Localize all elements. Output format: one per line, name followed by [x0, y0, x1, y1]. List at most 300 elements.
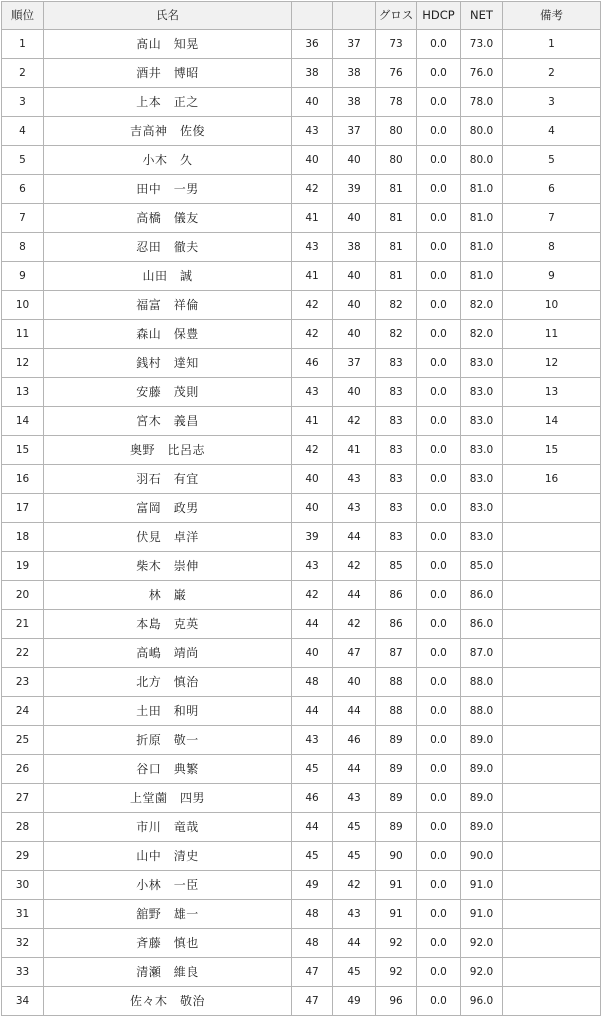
- net-cell: 83.0: [461, 465, 503, 494]
- hdcp-cell: 0.0: [417, 262, 461, 291]
- gross-cell: 81: [376, 233, 417, 262]
- remarks-cell: [503, 668, 601, 697]
- gross-cell: 91: [376, 871, 417, 900]
- header-name: 氏名: [44, 2, 292, 30]
- rank-cell: 24: [2, 697, 44, 726]
- gross-cell: 83: [376, 349, 417, 378]
- out-score-cell: 43: [292, 117, 333, 146]
- header-rank: 順位: [2, 2, 44, 30]
- header-net: NET: [461, 2, 503, 30]
- gross-cell: 83: [376, 465, 417, 494]
- rank-cell: 4: [2, 117, 44, 146]
- gross-cell: 88: [376, 668, 417, 697]
- gross-cell: 76: [376, 59, 417, 88]
- net-cell: 87.0: [461, 639, 503, 668]
- out-score-cell: 38: [292, 59, 333, 88]
- player-name-cell: 上堂薗 四男: [44, 784, 292, 813]
- remarks-cell: [503, 958, 601, 987]
- table-row: [2, 523, 601, 552]
- gross-cell: 83: [376, 378, 417, 407]
- gross-cell: 83: [376, 494, 417, 523]
- gross-cell: 81: [376, 262, 417, 291]
- rank-cell: 17: [2, 494, 44, 523]
- gross-cell: 73: [376, 30, 417, 59]
- header-hdcp: HDCP: [417, 2, 461, 30]
- table-row: [2, 59, 601, 88]
- net-cell: 81.0: [461, 204, 503, 233]
- table-row: [2, 581, 601, 610]
- net-cell: 92.0: [461, 929, 503, 958]
- table-row: [2, 465, 601, 494]
- hdcp-cell: 0.0: [417, 291, 461, 320]
- player-name-cell: 吉高神 佐俊: [44, 117, 292, 146]
- net-cell: 90.0: [461, 842, 503, 871]
- in-score-cell: 43: [333, 784, 376, 813]
- gross-cell: 92: [376, 958, 417, 987]
- out-score-cell: 44: [292, 697, 333, 726]
- hdcp-cell: 0.0: [417, 59, 461, 88]
- table-row: [2, 610, 601, 639]
- in-score-cell: 44: [333, 697, 376, 726]
- in-score-cell: 43: [333, 900, 376, 929]
- hdcp-cell: 0.0: [417, 407, 461, 436]
- hdcp-cell: 0.0: [417, 175, 461, 204]
- rank-cell: 27: [2, 784, 44, 813]
- rank-cell: 11: [2, 320, 44, 349]
- net-cell: 86.0: [461, 610, 503, 639]
- table-row: [2, 204, 601, 233]
- hdcp-cell: 0.0: [417, 581, 461, 610]
- remarks-cell: [503, 697, 601, 726]
- remarks-cell: [503, 871, 601, 900]
- remarks-cell: [503, 813, 601, 842]
- hdcp-cell: 0.0: [417, 668, 461, 697]
- hdcp-cell: 0.0: [417, 523, 461, 552]
- hdcp-cell: 0.0: [417, 958, 461, 987]
- in-score-cell: 38: [333, 233, 376, 262]
- hdcp-cell: 0.0: [417, 117, 461, 146]
- rank-cell: 22: [2, 639, 44, 668]
- table-row: [2, 552, 601, 581]
- header-row: [2, 2, 601, 30]
- out-score-cell: 42: [292, 581, 333, 610]
- in-score-cell: 44: [333, 929, 376, 958]
- hdcp-cell: 0.0: [417, 552, 461, 581]
- gross-cell: 89: [376, 784, 417, 813]
- header-gross: グロス: [376, 2, 417, 30]
- rank-cell: 25: [2, 726, 44, 755]
- remarks-cell: 12: [503, 349, 601, 378]
- out-score-cell: 41: [292, 204, 333, 233]
- in-score-cell: 43: [333, 465, 376, 494]
- in-score-cell: 37: [333, 117, 376, 146]
- hdcp-cell: 0.0: [417, 146, 461, 175]
- rank-cell: 34: [2, 987, 44, 1016]
- in-score-cell: 43: [333, 494, 376, 523]
- gross-cell: 89: [376, 755, 417, 784]
- remarks-cell: 14: [503, 407, 601, 436]
- remarks-cell: [503, 639, 601, 668]
- rank-cell: 23: [2, 668, 44, 697]
- gross-cell: 83: [376, 407, 417, 436]
- player-name-cell: 佐々木 敬治: [44, 987, 292, 1016]
- in-score-cell: 44: [333, 755, 376, 784]
- rank-cell: 13: [2, 378, 44, 407]
- gross-cell: 91: [376, 900, 417, 929]
- remarks-cell: 5: [503, 146, 601, 175]
- net-cell: 76.0: [461, 59, 503, 88]
- in-score-cell: 47: [333, 639, 376, 668]
- table-header: [2, 2, 601, 30]
- out-score-cell: 44: [292, 610, 333, 639]
- remarks-cell: 4: [503, 117, 601, 146]
- in-score-cell: 37: [333, 349, 376, 378]
- rank-cell: 28: [2, 813, 44, 842]
- player-name-cell: 森山 保豊: [44, 320, 292, 349]
- net-cell: 96.0: [461, 987, 503, 1016]
- hdcp-cell: 0.0: [417, 639, 461, 668]
- rank-cell: 1: [2, 30, 44, 59]
- player-name-cell: 銭村 達知: [44, 349, 292, 378]
- gross-cell: 86: [376, 610, 417, 639]
- remarks-cell: [503, 842, 601, 871]
- player-name-cell: 安藤 茂則: [44, 378, 292, 407]
- net-cell: 73.0: [461, 30, 503, 59]
- rank-cell: 26: [2, 755, 44, 784]
- out-score-cell: 49: [292, 871, 333, 900]
- net-cell: 88.0: [461, 697, 503, 726]
- net-cell: 89.0: [461, 813, 503, 842]
- gross-cell: 80: [376, 117, 417, 146]
- remarks-cell: [503, 610, 601, 639]
- table-row: [2, 175, 601, 204]
- out-score-cell: 45: [292, 842, 333, 871]
- table-row: [2, 262, 601, 291]
- rank-cell: 2: [2, 59, 44, 88]
- player-name-cell: 高嶋 靖尚: [44, 639, 292, 668]
- gross-cell: 81: [376, 175, 417, 204]
- in-score-cell: 40: [333, 262, 376, 291]
- net-cell: 83.0: [461, 407, 503, 436]
- player-name-cell: 上本 正之: [44, 88, 292, 117]
- table-row: [2, 407, 601, 436]
- out-score-cell: 46: [292, 349, 333, 378]
- rank-cell: 12: [2, 349, 44, 378]
- player-name-cell: 折原 敬一: [44, 726, 292, 755]
- table-row: [2, 871, 601, 900]
- table-row: [2, 987, 601, 1016]
- player-name-cell: 柴木 崇伸: [44, 552, 292, 581]
- gross-cell: 82: [376, 291, 417, 320]
- net-cell: 80.0: [461, 117, 503, 146]
- rank-cell: 29: [2, 842, 44, 871]
- out-score-cell: 43: [292, 233, 333, 262]
- out-score-cell: 40: [292, 494, 333, 523]
- net-cell: 83.0: [461, 378, 503, 407]
- in-score-cell: 40: [333, 291, 376, 320]
- in-score-cell: 42: [333, 552, 376, 581]
- table-row: [2, 349, 601, 378]
- rank-cell: 3: [2, 88, 44, 117]
- hdcp-cell: 0.0: [417, 755, 461, 784]
- gross-cell: 78: [376, 88, 417, 117]
- out-score-cell: 40: [292, 146, 333, 175]
- rank-cell: 31: [2, 900, 44, 929]
- player-name-cell: 富岡 政男: [44, 494, 292, 523]
- table-row: [2, 494, 601, 523]
- hdcp-cell: 0.0: [417, 813, 461, 842]
- hdcp-cell: 0.0: [417, 320, 461, 349]
- player-name-cell: 北方 慎治: [44, 668, 292, 697]
- net-cell: 81.0: [461, 262, 503, 291]
- remarks-cell: [503, 581, 601, 610]
- gross-cell: 87: [376, 639, 417, 668]
- net-cell: 85.0: [461, 552, 503, 581]
- player-name-cell: 清瀬 維良: [44, 958, 292, 987]
- player-name-cell: 高橋 儀友: [44, 204, 292, 233]
- in-score-cell: 40: [333, 668, 376, 697]
- player-name-cell: 小木 久: [44, 146, 292, 175]
- hdcp-cell: 0.0: [417, 842, 461, 871]
- out-score-cell: 41: [292, 407, 333, 436]
- gross-cell: 89: [376, 726, 417, 755]
- rank-cell: 20: [2, 581, 44, 610]
- rank-cell: 6: [2, 175, 44, 204]
- player-name-cell: 小林 一臣: [44, 871, 292, 900]
- net-cell: 82.0: [461, 320, 503, 349]
- gross-cell: 81: [376, 204, 417, 233]
- remarks-cell: [503, 552, 601, 581]
- out-score-cell: 47: [292, 958, 333, 987]
- header-out: [292, 2, 333, 30]
- in-score-cell: 38: [333, 88, 376, 117]
- rank-cell: 14: [2, 407, 44, 436]
- rank-cell: 10: [2, 291, 44, 320]
- in-score-cell: 40: [333, 378, 376, 407]
- gross-cell: 89: [376, 813, 417, 842]
- hdcp-cell: 0.0: [417, 349, 461, 378]
- player-name-cell: 伏見 卓洋: [44, 523, 292, 552]
- hdcp-cell: 0.0: [417, 465, 461, 494]
- net-cell: 89.0: [461, 755, 503, 784]
- in-score-cell: 38: [333, 59, 376, 88]
- gross-cell: 80: [376, 146, 417, 175]
- net-cell: 83.0: [461, 349, 503, 378]
- remarks-cell: 10: [503, 291, 601, 320]
- net-cell: 83.0: [461, 494, 503, 523]
- hdcp-cell: 0.0: [417, 726, 461, 755]
- in-score-cell: 44: [333, 523, 376, 552]
- net-cell: 91.0: [461, 871, 503, 900]
- hdcp-cell: 0.0: [417, 987, 461, 1016]
- rank-cell: 16: [2, 465, 44, 494]
- player-name-cell: 酒井 博昭: [44, 59, 292, 88]
- net-cell: 82.0: [461, 291, 503, 320]
- remarks-cell: 3: [503, 88, 601, 117]
- table-row: [2, 233, 601, 262]
- net-cell: 80.0: [461, 146, 503, 175]
- hdcp-cell: 0.0: [417, 204, 461, 233]
- results-table: [1, 1, 601, 1016]
- table-body: [2, 30, 601, 1016]
- remarks-cell: 13: [503, 378, 601, 407]
- net-cell: 81.0: [461, 175, 503, 204]
- remarks-cell: [503, 726, 601, 755]
- table-row: [2, 639, 601, 668]
- hdcp-cell: 0.0: [417, 929, 461, 958]
- remarks-cell: [503, 987, 601, 1016]
- net-cell: 86.0: [461, 581, 503, 610]
- player-name-cell: 奥野 比呂志: [44, 436, 292, 465]
- table-row: [2, 784, 601, 813]
- out-score-cell: 39: [292, 523, 333, 552]
- hdcp-cell: 0.0: [417, 610, 461, 639]
- rank-cell: 32: [2, 929, 44, 958]
- player-name-cell: 林 巌: [44, 581, 292, 610]
- table-row: [2, 813, 601, 842]
- gross-cell: 92: [376, 929, 417, 958]
- table-row: [2, 900, 601, 929]
- in-score-cell: 39: [333, 175, 376, 204]
- rank-cell: 5: [2, 146, 44, 175]
- table-row: [2, 320, 601, 349]
- player-name-cell: 髙山 知晃: [44, 30, 292, 59]
- player-name-cell: 山田 誠: [44, 262, 292, 291]
- remarks-cell: 8: [503, 233, 601, 262]
- out-score-cell: 46: [292, 784, 333, 813]
- player-name-cell: 斉藤 慎也: [44, 929, 292, 958]
- in-score-cell: 45: [333, 842, 376, 871]
- player-name-cell: 忍田 徹夫: [44, 233, 292, 262]
- out-score-cell: 41: [292, 262, 333, 291]
- in-score-cell: 49: [333, 987, 376, 1016]
- hdcp-cell: 0.0: [417, 784, 461, 813]
- net-cell: 92.0: [461, 958, 503, 987]
- hdcp-cell: 0.0: [417, 30, 461, 59]
- hdcp-cell: 0.0: [417, 494, 461, 523]
- table-row: [2, 291, 601, 320]
- out-score-cell: 42: [292, 175, 333, 204]
- table-row: [2, 88, 601, 117]
- out-score-cell: 43: [292, 378, 333, 407]
- remarks-cell: 1: [503, 30, 601, 59]
- remarks-cell: [503, 900, 601, 929]
- gross-cell: 88: [376, 697, 417, 726]
- remarks-cell: 16: [503, 465, 601, 494]
- rank-cell: 8: [2, 233, 44, 262]
- table-row: [2, 146, 601, 175]
- in-score-cell: 42: [333, 871, 376, 900]
- header-remarks: 備考: [503, 2, 601, 30]
- gross-cell: 96: [376, 987, 417, 1016]
- gross-cell: 83: [376, 436, 417, 465]
- hdcp-cell: 0.0: [417, 900, 461, 929]
- table-row: [2, 755, 601, 784]
- table-row: [2, 378, 601, 407]
- table-row: [2, 436, 601, 465]
- player-name-cell: 本島 克英: [44, 610, 292, 639]
- remarks-cell: 9: [503, 262, 601, 291]
- in-score-cell: 42: [333, 610, 376, 639]
- remarks-cell: 7: [503, 204, 601, 233]
- gross-cell: 86: [376, 581, 417, 610]
- table-row: [2, 117, 601, 146]
- remarks-cell: 6: [503, 175, 601, 204]
- remarks-cell: [503, 523, 601, 552]
- table-row: [2, 842, 601, 871]
- player-name-cell: 山中 清史: [44, 842, 292, 871]
- table-row: [2, 726, 601, 755]
- remarks-cell: 2: [503, 59, 601, 88]
- out-score-cell: 43: [292, 552, 333, 581]
- hdcp-cell: 0.0: [417, 871, 461, 900]
- rank-cell: 15: [2, 436, 44, 465]
- in-score-cell: 42: [333, 407, 376, 436]
- remarks-cell: [503, 929, 601, 958]
- remarks-cell: [503, 784, 601, 813]
- rank-cell: 19: [2, 552, 44, 581]
- table-row: [2, 30, 601, 59]
- net-cell: 78.0: [461, 88, 503, 117]
- in-score-cell: 44: [333, 581, 376, 610]
- gross-cell: 83: [376, 523, 417, 552]
- rank-cell: 9: [2, 262, 44, 291]
- rank-cell: 30: [2, 871, 44, 900]
- player-name-cell: 市川 竜哉: [44, 813, 292, 842]
- player-name-cell: 福富 祥倫: [44, 291, 292, 320]
- net-cell: 81.0: [461, 233, 503, 262]
- net-cell: 89.0: [461, 726, 503, 755]
- rank-cell: 7: [2, 204, 44, 233]
- out-score-cell: 47: [292, 987, 333, 1016]
- rank-cell: 21: [2, 610, 44, 639]
- net-cell: 83.0: [461, 523, 503, 552]
- hdcp-cell: 0.0: [417, 88, 461, 117]
- remarks-cell: 15: [503, 436, 601, 465]
- in-score-cell: 45: [333, 813, 376, 842]
- in-score-cell: 40: [333, 204, 376, 233]
- in-score-cell: 41: [333, 436, 376, 465]
- out-score-cell: 48: [292, 929, 333, 958]
- out-score-cell: 42: [292, 291, 333, 320]
- player-name-cell: 谷口 典繁: [44, 755, 292, 784]
- out-score-cell: 48: [292, 900, 333, 929]
- net-cell: 88.0: [461, 668, 503, 697]
- remarks-cell: [503, 494, 601, 523]
- in-score-cell: 40: [333, 320, 376, 349]
- out-score-cell: 40: [292, 465, 333, 494]
- hdcp-cell: 0.0: [417, 233, 461, 262]
- in-score-cell: 45: [333, 958, 376, 987]
- net-cell: 91.0: [461, 900, 503, 929]
- hdcp-cell: 0.0: [417, 378, 461, 407]
- player-name-cell: 田中 一男: [44, 175, 292, 204]
- table-row: [2, 668, 601, 697]
- out-score-cell: 42: [292, 436, 333, 465]
- gross-cell: 85: [376, 552, 417, 581]
- in-score-cell: 46: [333, 726, 376, 755]
- rank-cell: 18: [2, 523, 44, 552]
- out-score-cell: 44: [292, 813, 333, 842]
- player-name-cell: 舘野 雄一: [44, 900, 292, 929]
- gross-cell: 90: [376, 842, 417, 871]
- rank-cell: 33: [2, 958, 44, 987]
- out-score-cell: 43: [292, 726, 333, 755]
- net-cell: 83.0: [461, 436, 503, 465]
- out-score-cell: 40: [292, 639, 333, 668]
- hdcp-cell: 0.0: [417, 436, 461, 465]
- player-name-cell: 土田 和明: [44, 697, 292, 726]
